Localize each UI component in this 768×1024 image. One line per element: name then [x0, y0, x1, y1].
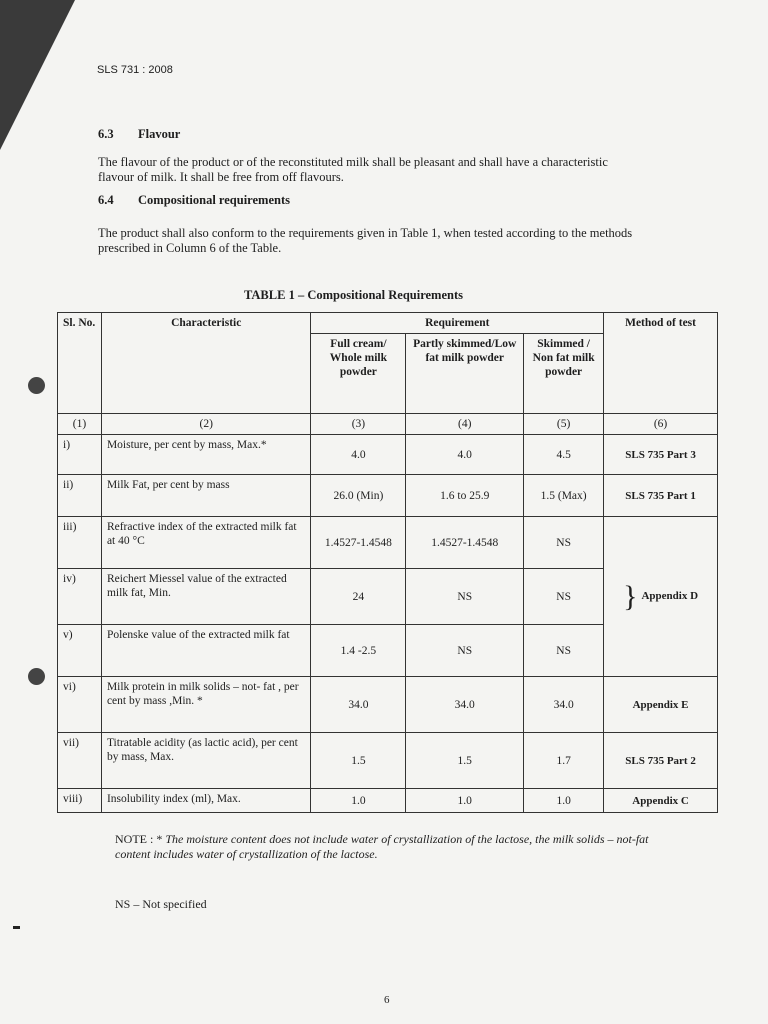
- row-characteristic: Moisture, per cent by mass, Max.*: [101, 435, 311, 475]
- row-sl-no: vii): [58, 733, 102, 789]
- skimmed-value: 1.7: [524, 733, 604, 789]
- column-number: (1): [58, 414, 102, 435]
- full-cream-value: 1.0: [311, 789, 406, 813]
- brace-icon: }: [623, 579, 638, 613]
- column-number: (4): [406, 414, 524, 435]
- partly-skimmed-value: NS: [406, 569, 524, 625]
- row-sl-no: viii): [58, 789, 102, 813]
- row-characteristic: Milk Fat, per cent by mass: [101, 475, 311, 517]
- header-sl-no: Sl. No.: [58, 313, 102, 414]
- column-number: (6): [604, 414, 718, 435]
- skimmed-value: 1.5 (Max): [524, 475, 604, 517]
- partly-skimmed-value: 1.4527-1.4548: [406, 517, 524, 569]
- row-sl-no: iv): [58, 569, 102, 625]
- compositional-requirements-table: [57, 312, 718, 813]
- section-title: Flavour: [138, 127, 181, 141]
- table-note: [115, 832, 675, 862]
- row-sl-no: vi): [58, 677, 102, 733]
- table-row: [58, 789, 718, 813]
- method-of-test: SLS 735 Part 1: [604, 475, 718, 517]
- section-heading-flavour: [98, 127, 180, 142]
- column-number: (5): [524, 414, 604, 435]
- full-cream-value: 1.4527-1.4548: [311, 517, 406, 569]
- full-cream-value: 1.5: [311, 733, 406, 789]
- skimmed-value: NS: [524, 517, 604, 569]
- column-number: (2): [101, 414, 311, 435]
- partly-skimmed-value: 1.6 to 25.9: [406, 475, 524, 517]
- section-number: 6.4: [98, 193, 114, 207]
- row-characteristic: Reichert Miessel value of the extracted milk fat, Min.: [101, 569, 311, 625]
- row-characteristic: Titratable acidity (as lactic acid), per cent by mass, Max.: [101, 733, 311, 789]
- row-characteristic: Polenske value of the extracted milk fat: [101, 625, 311, 677]
- method-of-test: [604, 517, 718, 677]
- method-of-test: SLS 735 Part 2: [604, 733, 718, 789]
- full-cream-value: 4.0: [311, 435, 406, 475]
- method-of-test-label: Appendix D: [641, 590, 699, 603]
- row-sl-no: iii): [58, 517, 102, 569]
- skimmed-value: NS: [524, 569, 604, 625]
- header-requirement: Requirement: [311, 313, 604, 334]
- table-row: [58, 435, 718, 475]
- skimmed-value: 1.0: [524, 789, 604, 813]
- header-partly-skimmed: Partly skimmed/Low fat milk powder: [406, 334, 524, 414]
- partly-skimmed-value: 4.0: [406, 435, 524, 475]
- note-label: NOTE : *: [115, 832, 163, 846]
- table-row: [58, 517, 718, 569]
- standard-code: SLS 731 : 2008: [97, 64, 173, 76]
- table-row: [58, 475, 718, 517]
- section-title: Compositional requirements: [138, 193, 290, 207]
- header-full-cream: Full cream/ Whole milk powder: [311, 334, 406, 414]
- row-characteristic: Refractive index of the extracted milk fat at 40 °C: [101, 517, 311, 569]
- punch-hole: [28, 377, 45, 394]
- table-title: TABLE 1 – Compositional Requirements: [244, 288, 464, 302]
- full-cream-value: 26.0 (Min): [311, 475, 406, 517]
- ns-definition: NS – Not specified: [115, 897, 207, 911]
- header-skimmed: Skimmed / Non fat milk powder: [524, 334, 604, 414]
- partly-skimmed-value: 1.0: [406, 789, 524, 813]
- scan-corner-fold: [0, 0, 75, 150]
- column-number: (3): [311, 414, 406, 435]
- partly-skimmed-value: NS: [406, 625, 524, 677]
- partly-skimmed-value: 34.0: [406, 677, 524, 733]
- method-of-test: Appendix C: [604, 789, 718, 813]
- full-cream-value: 1.4 -2.5: [311, 625, 406, 677]
- scan-mark: [13, 926, 20, 929]
- row-sl-no: v): [58, 625, 102, 677]
- row-characteristic: Milk protein in milk solids – not- fat , per cent by mass ,Min. *: [101, 677, 311, 733]
- section-text-flavour: The flavour of the product or of the reconstituted milk shall be pleasant and shall have a characteristic flavour of milk. It shall be free from off flavours.: [98, 155, 608, 184]
- section-heading-compositional: [98, 193, 290, 208]
- method-of-test: SLS 735 Part 3: [604, 435, 718, 475]
- row-sl-no: ii): [58, 475, 102, 517]
- note-text: The moisture content does not include water of crystallization of the lactose, the milk solids – not-fat content includes water of crystallization of the lactose.: [115, 832, 649, 861]
- table-row: [58, 677, 718, 733]
- partly-skimmed-value: 1.5: [406, 733, 524, 789]
- full-cream-value: 34.0: [311, 677, 406, 733]
- full-cream-value: 24: [311, 569, 406, 625]
- skimmed-value: NS: [524, 625, 604, 677]
- punch-hole: [28, 668, 45, 685]
- header-characteristic: Characteristic: [101, 313, 311, 414]
- table-row: [58, 733, 718, 789]
- section-text-compositional: The product shall also conform to the requirements given in Table 1, when tested according to the methods prescribed in Column 6 of the Table.: [98, 226, 633, 255]
- header-method-of-test: Method of test: [604, 313, 718, 414]
- row-sl-no: i): [58, 435, 102, 475]
- skimmed-value: 34.0: [524, 677, 604, 733]
- skimmed-value: 4.5: [524, 435, 604, 475]
- row-characteristic: Insolubility index (ml), Max.: [101, 789, 311, 813]
- page-number: 6: [384, 994, 390, 1006]
- section-number: 6.3: [98, 127, 114, 141]
- method-of-test: Appendix E: [604, 677, 718, 733]
